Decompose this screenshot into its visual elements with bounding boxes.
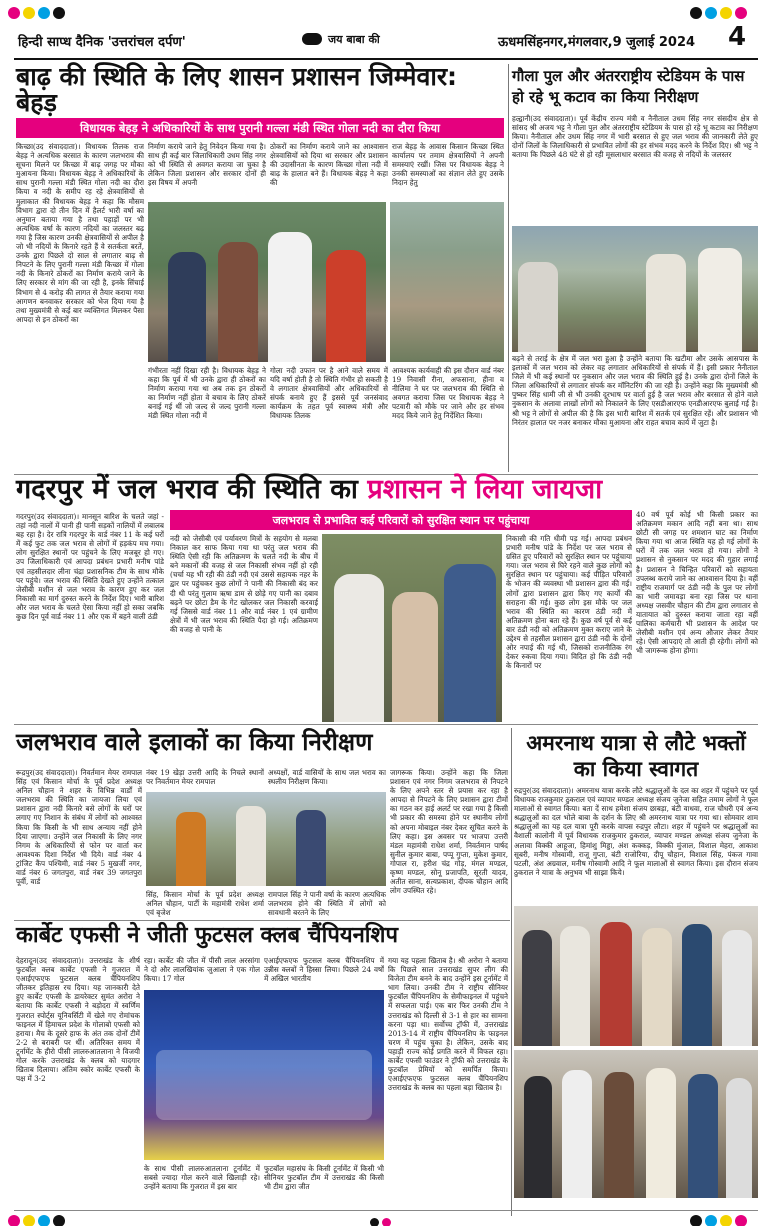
story4-col2: नंबर 19 खेड़ा उत्तरी आदि के निचले स्थानों पर निवर्तमान मेयर रामपाल (146, 768, 264, 787)
story3-col1: गदरपुर(उद संवाददाता)। मानसून बारिश के चलते जहां - तहां नदी नालों में पानी ही पानी सड़कों नालियों में लबालब बह रहा है। देर रात्रि गदरपुर के वार्ड नंबर 11 के कई घरों में कई फुट तक जल भराव से लोगों में हड़कंप मच गया। लोग सुरक्षित स्थानों पर पहुंचने के लिए मजबूर हो गए। उप जिलाधिकारी एवं आपदा प्रबंधन प्रभारी मनीष पांडे एवं तहसीलदार लीना चंद्रा प्रशासनिक टीम के साथ मौके पर पहुंचे। जल भराव की स्थिति देखते हुए उन्होंने तत्काल जेसीबी मशीन से जल भराव के कारण हुए कर जल निकासी का मार्ग दुरुस्त करने के निर्देश दिए। भारी बारिश और जल भराव के चलते ऐसा किया नहीं हो सका जबकि कुछ दिन पूर्व वार्ड नंबर 11 और एक में बहने वाली ठंडी (16, 512, 164, 622)
story6-col2b: के साथ पीसी लालरुआतलाना टूर्नामेंट में सबसे ज्यादा गोल करने वाले खिलाड़ी रहे। उन्होंने बताया कि गुजरात में इस बार (144, 1164, 260, 1192)
story3-headline (16, 476, 760, 504)
page-number: 4 (728, 22, 747, 52)
masthead (0, 22, 770, 58)
footer-rule (14, 1210, 758, 1211)
story2-body-bottom: बढ़ने से तराई के क्षेत्र में जल भरा हुआ है उन्होंने बताया कि खटीमा और उसके आसपास के इलाकों में जल भराव को लेकर वह लगातार अधिकारियों से संपर्क में हैं। इसी प्रकार नैनीताल जिले में भी कई स्थानों पर नुकसान और जल भराव की स्थिति हुई है। उनके द्वारा दोनों जिले के जिला अधिकारियों से लगातार संपर्क कर मॉनिटरिंग की जा रही है। उन्होंने कहा कि मुख्यमंत्री श्री पुष्कर सिंह धामी जी से भी उनकी दूरभाष पर वार्ता हुई है जल भराव और बरसात से होने वाले नुकसान के अलावा लाखों लोगों को निकालने के लिए एसडीआरएफ एनडीआरएफ बुलाई गई है। श्री भट्ट ने लोगों से अपील की है कि इस भारी बारिश में सतर्क एवं सुरक्षित रहें। और प्रशासन भी निरंतर हालात पर नजर बनाकर मौका मुआयना और राहत बचाव कार्य में जुटा है। (512, 354, 758, 427)
story5-headline: अमरनाथ यात्रा से लौटे भक्तों का किया स्वागत (526, 731, 746, 781)
place-date: ऊधमसिंहनगर,मंगलवार,9 जुलाई 2024 (498, 35, 696, 50)
story5-body: रुद्रपुर(उद संवाददाता)। अमरनाथ यात्रा करके लौटे श्रद्धालुओं के दल का शहर में पहुंचने पर पूर्व विधायक राजकुमार ठुकराल एवं व्यापार मण्डल अध्यक्ष संजय जुनेजा सहित तमाम लोगों ने फूल मालाओं से स्वागत किया। बता दें साथ हमेशा संजय छाबड़ा, बंटी वाधवा, राज चौधरी एवं अन्य श्रद्धालुओं का दल भोले बाबा के दर्शन के लिए श्री अमरनाथ यात्रा पर गया था। सोमवार शाम श्रद्धालुओं का यह दल यात्रा पूरी करके वापस रुद्रपुर लौटा। शहर में पहुंचने पर श्रद्धालुओं का वैशाली कालोनी में पूर्व विधायक राजकुमार ठुकराल, व्यापार मण्डल अध्यक्ष संजय जुनेजा के अलावा विक्की आहूजा, हिमांशु मिड्डा, अंश कक्कड़, विक्की मुंजाल, विशाल मेहरा, आकाश सूबरी, मनीष गोस्वामी, राजू गुप्ता, बंटी राजोरिया, दीपू चौहान, विशाल सिंह, पंकज गावा पटली, अंश अग्रवाल, मनीष गोस्वामी आदि ने फूल मालाओं से स्वागत किया। इस दौरान संजय ठुकराल ने यात्रा के अनुभव भी साझा किये। (514, 786, 758, 877)
story3-col2: नदी को जेसीबी एवं पर्यावरण मित्रों के सहयोग से मलबा निकाल कर साफ किया गया था परंतु जल भराव की स्थिति ऐसी रही कि अतिक्रमण के चलते नदी के बीच में बने मकानों की वजह से जल निकासी संभव नहीं हो रही (चर्चा यह भी रही की ठंडी नदी एवं उससे सहायक नहर के द्वार पर पहुंचकर कुछ लोगों ने पानी की निकासी बंद कर दी थी परंतु गुलाम ऋषा डाम से छोड़े गए पानी का दबाव बढ़ने पर छोटा डैम के गेट खोलकर जल निकासी करवाई गई जिससे वार्ड नंबर 11 और वार्ड नंबर 1 एवं ग्रामीण क्षेत्रों में भी जल भराव की स्थिति पैदा हो गई। अतिक्रमण की वजह से पानी के (170, 534, 318, 634)
story3-headline-part2: प्रशासन ने लिया जायजा (367, 474, 603, 505)
top-dots-left (8, 4, 78, 18)
story4-photo (146, 792, 386, 886)
story1-col3: ठोकरों का निर्माण कराये जाने का आश्वासन क्षेत्रवासियों को दिया था सरकार और प्रशासन की उदासीनता के कारण किच्छा गोला नदी में बाढ़ के हालात बने हैं। विधायक बेहड़ ने कहा की (270, 142, 388, 188)
story3-photo (322, 534, 502, 722)
slogan: जय बाबा की (328, 32, 380, 46)
story5-photo-1 (514, 906, 758, 1046)
story6-headline: कार्बेट एफसी ने जीती फुटसल क्लब चैंपियनशिप (16, 923, 398, 948)
story2-photo (512, 226, 758, 352)
paper-name: हिन्दी साप्ध दैनिक 'उत्तरांचल दर्पण' (18, 35, 186, 50)
story2-headline: गौला पुल और अंतरराष्ट्रीय स्टेडियम के पास हो रहे भू कटाव का किया निरीक्षण (512, 67, 745, 106)
bottom-dots-left (8, 1212, 78, 1225)
story6-col2: रहा। कार्बेट की जीत में पीसी लाल अरसांगा ने दो और लालखियांक जुआला ने एक गोल किया। 17 गोल (144, 956, 260, 984)
story1-col2b: गंभीरता नहीं दिखा रही है। विधायक बेहड़ ने कहा कि पूर्व में भी उनके द्वारा ही ठोकरों का निर्माण कराया गया था अब तक इन ठोकरों का निर्माण नहीं होता वे बचाव के लिए ठोकरें बनाई गई थीं जो जल्द से जल्द पुरानी गल्ला मंडी स्थित गोला नदी में (148, 366, 266, 421)
story5-photo-2 (514, 1050, 758, 1198)
story6-col3b: फुटबॉल महासंघ के किसी टूर्नामेंट में किसी भी सीनियर फुटबॉल टीम में उत्तराखंड की किसी भी टीम द्वारा जीत (264, 1164, 384, 1192)
story3-col4: 40 वर्ष पूर्व कोई भी किसी प्रकार का अतिक्रमण मकान आदि नहीं बना था। साथ छोटी सी जगह पर शमशान घाट का निर्माण किया गया था आज स्थिति यह हो गई लोगों के घरों में तक जल भराव हो गया। लोगों ने प्रशासन से नुकसान पर मदद की गुहार लगाई है। प्रशासन ने चिन्हित परिवारों को सहायता उपलब्ध कराये जाने का आश्वासन दिया है। वहीं राष्ट्रीय राजमार्ग पर ठंडी नदी के पुल पर लोगों का भारी जमावड़ा बना रहा जिस पर थाना अध्यक्ष जसवीर चौहान की टीम द्वारा लगातार से यातायात को दुरुस्त कराया जाता रहा वहीं पालिका कर्मचारी भी प्रशासन के आदेश पर जेसीबी मशीन एवं अन्य औजार लेकर तैयार रहे। ऐसी आपदाएं तो आती ही रहेगी। लोगों को भी जागरूक होना होगा। (636, 510, 758, 656)
story2-divider (508, 64, 509, 472)
masthead-rule (14, 58, 758, 60)
story1-col3b: गोला नदी उफान पर है आने वाले समय में यदि वर्षा होती है तो स्थिति गंभीर हो सकती है वे लगातार क्षेत्रवासियों और अधिकारियों से संपर्क बनाये हुए हैं इससे पूर्व जनसंवाद कार्यक्रम के तहत पूर्व स्वास्थ्य मंत्री और विधायक तिलक (270, 366, 388, 421)
logo-icon (302, 33, 322, 45)
section-rule-2 (14, 724, 758, 725)
story1-headline: बाढ़ की स्थिति के लिए शासन प्रशासन जिम्मेवार: बेहड़ (16, 62, 458, 118)
story3-col3: निकासी की गति धीमी पड़ गई। आपदा प्रबंधन प्रभारी मनीष पांडे के निर्देश पर जल भराव से ग्रसित हुए परिवारों को सुरक्षित स्थान पर पहुंचाया गया। जल भराव से घिरे रहने वाले कुछ लोगों को सुरक्षित स्थान पर पहुंचाया। कई पीड़ित परिवारों के भोजन की व्यवस्था भी प्रशासन द्वारा की गई। लोगों द्वारा प्रशासन द्वारा किए गए कार्यों की सराहना की गई। कुछ लोग इस मौके पर जल भराव की स्थिति का कारण ठंडी नदी में अतिक्रमण होना बता रहे हैं। कुछ वर्ष पूर्व से कई बार ठंडी नदी को अतिक्रमण मुक्त कराए जाने के उद्देश्य से तहसील प्रशासन द्वारा ठंडी नदी के दोनों ओर नपाई की गई थी, जिसको राजनीतिक रंग देकर रुकवा दिया गया। विदित हो कि ठंडी नदी के किनारों पर (506, 534, 632, 671)
story6-col3: एआईएफएफ फुटसल क्लब चैंपियनशिप में उन्नीस क्लबों ने हिस्सा लिया। पिछले 24 वर्षों में अखिल भारतीय (264, 956, 384, 984)
story4-col4: जागरूक किया। उन्होंने कहा कि जिला प्रशासन एवं नगर निगम जलभराव से निपटने के लिए अपने स्तर से प्रयास कर रहा है आपदा से निपटने के लिए प्रशासन द्वारा टीमों का गठन कर हाई अलर्ट पर रखा गया है किसी भी प्रकार की समस्या होने पर स्थानीय लोगों को अपना मोबाइल नंबर देकर सूचित करने के लिए कहा। इस अवसर पर भाजपा उत्तरी मंडल महामंत्री राधेश शर्मा, निवर्तमान पार्षद सुनील कुमार बाबा, पप्पू गुप्ता, मुकेश कुमार, गोपाल रा, हरीश चंद्र गोड़, मंगल मण्डल, कृष्ण मण्डल, सोनू प्रजापति, सूरती यादव, अतीत साना, सत्यप्रकाश, दीपक चौहान आदि लोग उपस्थित रहे। (390, 768, 508, 896)
story5-divider (511, 728, 512, 1216)
story4-col2b: सिंह, किसान मोर्चा के पूर्व प्रदेश अध्यक्ष अनिल चौहान, पार्टी के महामंत्री राधेश शर्मा एवं बृजेश (146, 890, 264, 918)
section-rule-3 (14, 920, 510, 921)
story2-body-top: हल्द्वानी(उद संवाददाता)। पूर्व केंद्रीय राज्य मंत्री व नैनीताल उधम सिंह नगर संसदीय क्षेत्र से सांसद श्री अजय भट्ट ने गौला पुल और अंतरराष्ट्रीय स्टेडियम के पास हो रहे भू कटाव का निरीक्षण किया। नैनीताल और उधम सिंह नगर में भारी बरसात से हुए जल भराव की जानकारी लेते हुए दोनों जिलों के जिलाधिकारी से प्रभावित लोगों की हर संभव मदद करने के निर्देश दिए। श्री भट्ट ने बताया कि पिछले 48 घंटे से हो रही मूसलाधार बरसात की वजह से नदियों के जलस्तर (512, 114, 758, 160)
story4-col1: रूद्रपुर(उद संवाददाता)। निवर्तमान मेयर रामपाल सिंह एवं किसान मोर्चा के पूर्व प्रदेश अध्यक्ष अनिल चौहान ने शहर के विभिन्न वार्डों में जलभराव की स्थिति का जायजा लिया एवं प्रशासन द्वारा नदी किनारे बसे लोगों के घरों पर लगाए गए निशान के संबंध में लोगों को आश्वस्त किया कि किसी के भी साथ अन्याय नहीं होने दिया जाएगा। उन्होंने जल निकासी के लिए नगर निगम के अधिकारियों से फोन पर वार्ता कर आवश्यक दिशा निर्देश भी दिये। वार्ड नंबर 4 ट्रांजिट कैंप पश्चिमी, वार्ड नंबर 5 मुखर्जी नगर, वार्ड नंबर 6 जगतपुरा, वार्ड नंबर 39 जगतपुरा पूर्वी, वार्ड (16, 768, 142, 887)
story1-col1: किच्छा(उद संवाददाता)। विधायक तिलक राज बेहड़ ने अत्यधिक बरसात के कारण जलभराव की सूचना मिलने पर किच्छा में बाढ़ जगह पर मौका मुआयना किया। विधायक बेहड़ ने अधिकारियों के साथ पुरानी गल्ला मंडी स्थित गोला नदी का दौरा किया व नदी के समीप रह रहे क्षेत्रवासियों से मुलाकात की विधायक बेहड़ ने कहा कि मौसम विभाग द्वारा दो तीन दिन में हैलर्ट भारी वर्षा का अनुमान बताया गया है तथा पहाड़ों पर भी अत्यधिक वर्षा के कारण नदियों का जलस्तर बढ़ गया है जिस कारण उनकी क्षेत्रवासियों से अपील है जो भी नदियों के किनारे रहते हैं वे सतर्कता बरतें, उनके द्वारा पिछले दो साल से लगातार बाढ़ से निपटने के लिए पुरानी गल्ला मंडी किच्छा में गोला नदी के किनारे ठोकरों का निर्माण कराये जाने के लिए सरकार से मांग की जा रही है, इनके सिंचाई विभाग से 4 करोड़ की लागत से तैयार कराया गया आगणन बनवाकर सरकार को भेज दिया गया है तथा मुख्यमंत्री से कई बार व्यक्तिगत मिलकर पैसा आपदा से इन ठोकरों का (16, 142, 144, 324)
story6-col1: देहरादून(उद संवाददाता)। उत्तराखंड के शीर्ष फुटबॉल क्लब कार्बेट एफसी ने गुजरात में एआईएफएफ फुटसल क्लब चैंपियनशिप जीतकर इतिहास रच दिया। यह जानकारी देते हुए कार्बेट एफसी के डायरेक्टर सुमंत अरोरा ने बताया कि कार्बेट एफसी ने बड़ोदरा में स्वर्णिम गुजरात स्पोर्ट्स यूनिवर्सिटी में खेले गए रोमांचक फाइनल में हिमाचल प्रदेश के गोलाबो एफसी को हराया। मैच के दूसरे हाफ के अंत तक दोनों टीमें 2-2 से बराबरी पर थीं। अतिरिक्त समय में टूर्नामेंट के हीरो पीसी लालरुआतलाना ने विजयी गोल करके उत्तराखंड के क्लब को यादगार खिताब दिलाया। अंतिम स्कोर कार्बेट एफसी के पक्ष में 3-2 (16, 956, 140, 1084)
story4-headline: जलभराव वाले इलाकों का किया निरीक्षण (16, 728, 373, 756)
story1-photo (148, 202, 386, 362)
story6-col4: गया यह पहला खिताब है। श्री अरोरा ने बताया कि पिछले साल उत्तराखंड सुपर लीग की विजेता टीम बनने के बाद उन्होंने इस टूर्नामेंट में भाग लिया। उनकी टीम ने राष्ट्रीय सीनियर फुटबॉल चैंपियनशिप के सेमीफाइनल में पहुंचने में सफलता पाई। एक बार फिर उनकी टीम ने उत्तराखंड को दिल्ली से 3-1 से हार का सामना करना पड़ा था। सर्वोच्च ट्रॉफी में, उत्तराखंड 2013-14 में राष्ट्रीय चैंपियनशिप के फाइनल चरण में पहुंच चुका है। लेकिन, उसके बाद पहाड़ी राज्य कोई प्रगति करने में विफल रहा। कार्बेट एफसी फाउंडर ने ट्रॉफी को उत्तराखंड के फुटबॉल प्रेमियों को समर्पित किया। एआईएफएफ फुटसल क्लब चैंपियनशिप उत्तराखंड के क्लब का पहला बड़ा खिताब है। (388, 956, 508, 1093)
story3-strap: जलभराव से प्रभावित कई परिवारों को सुरक्षित स्थान पर पहुंचाया (170, 510, 632, 530)
story1-col4b: आवश्यक कार्यवाही की इस दौरान वार्ड नंबर 19 निवासी रीना, अफसाना, हीना व नीलिमा ने घर पर जलभराव की स्थिति से अवगत कराया जिस पर विधायक बेहड़ ने पटवारी को मौके पर जाने और हर संभव मदद किये जाने हेतु निर्देशित किया। (392, 366, 504, 421)
slogan-badge (302, 30, 380, 48)
story6-photo (144, 990, 384, 1160)
story1-col4: राज बेहड़ के आवास किसान किच्छा स्थित कार्यालय पर तमाम क्षेत्रवासियों ने अपनी समस्याएं रखीं। जिस पर विधायक बेहड़ ने उनकी समस्याओं का संज्ञान लेते हुए उसके निदान हेतु (392, 142, 504, 188)
bottom-center-logo (370, 1212, 400, 1224)
story1-strap: विधायक बेहड़ ने अधिकारियों के साथ पुरानी गल्ला मंडी स्थित गोला नदी का दौरा किया (16, 118, 504, 138)
story4-col3b: रामपाल सिंह ने पानी वर्षा के कारण अत्यधिक जलभराव होने की स्थिति में लोगों को सावधानी बरतने के लिए (268, 890, 386, 918)
top-dots-right (690, 4, 760, 18)
story1-col2: निर्माण कराये जाने हेतु निवेदन किया गया है। साथ ही कई बार जिलाधिकारी उधम सिंह नगर को भी स्थिति से अवगत कराया जा चुका है लेकिन जिला प्रशासन और सरकार दोनों ही इस विषय में अपनी (148, 142, 266, 188)
bottom-dots-right (690, 1212, 760, 1225)
story4-col3: अध्यक्षों, वार्ड वासियों के साथ जल भराव का स्थलीय निरीक्षण किया। (268, 768, 386, 787)
story3-headline-part1: गदरपुर में जल भराव की स्थिति का (16, 474, 358, 505)
story1-river-photo (390, 202, 504, 362)
